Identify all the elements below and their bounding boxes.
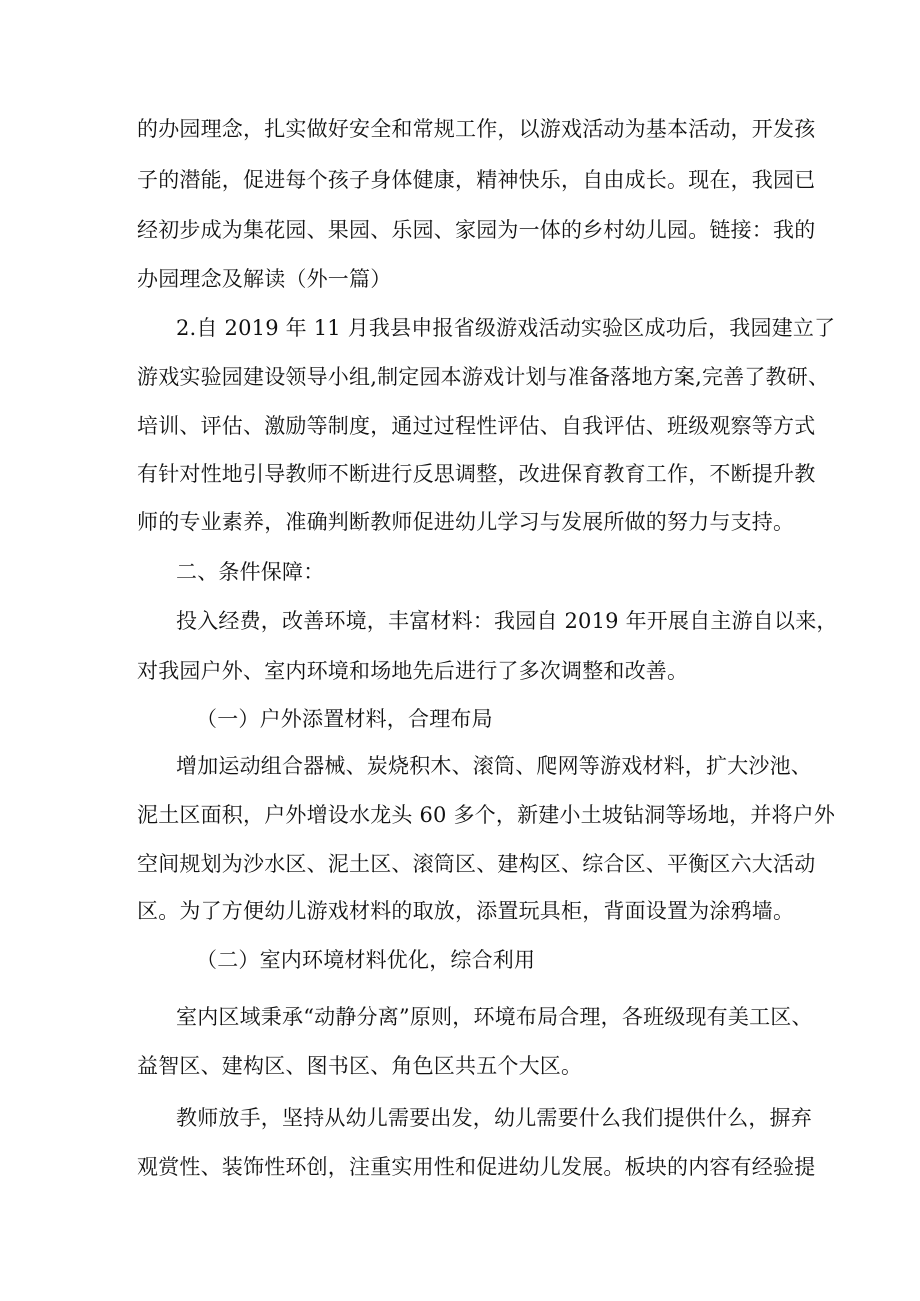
- text-line: 泥土区面积，户外增设水龙头 60 多个，新建小土坡钻洞等场地，并将户外: [137, 803, 836, 827]
- subsection-heading: （一）户外添置材料，合理布局: [196, 707, 493, 731]
- text-line: 空间规划为沙水区、泥土区、滚筒区、建构区、综合区、平衡区六大活动: [137, 852, 816, 876]
- text-line: 游戏实验园建设领导小组,制定园本游戏计划与准备落地方案,完善了教研、: [137, 365, 830, 389]
- text-line: 有针对性地引导教师不断进行反思调整，改进保育教育工作，不断提升教: [137, 462, 816, 486]
- text-line: 增加运动组合器械、炭烧积木、滚筒、爬网等游戏材料，扩大沙池、: [176, 754, 812, 778]
- text-line: 观赏性、装饰性环创，注重实用性和促进幼儿发展。板块的内容有经验提: [137, 1155, 816, 1179]
- text-line: 办园理念及解读（外一篇）: [137, 267, 392, 291]
- section-heading: 二、条件保障：: [176, 560, 325, 584]
- text-line: 子的潜能，促进每个孩子身体健康，精神快乐，自由成长。现在，我园已: [137, 168, 816, 192]
- text-line: 益智区、建构区、图书区、角色区共五个大区。: [137, 1054, 583, 1078]
- text-line: 2.自 2019 年 11 月我县申报省级游戏活动实验区成功后，我园建立了: [176, 316, 836, 340]
- text-line: 投入经费，改善环境，丰富材料：我园自 2019 年开展自主游自以来，: [176, 609, 838, 633]
- text-line: 对我园户外、室内环境和场地先后进行了多次调整和改善。: [137, 659, 689, 683]
- text-line: 经初步成为集花园、果园、乐园、家园为一体的乡村幼儿园。链接：我的: [137, 218, 816, 242]
- text-line: 的办园理念，扎实做好安全和常规工作，以游戏活动为基本活动，开发孩: [137, 117, 816, 141]
- text-line: 室内区域秉承“动静分离”原则，环境布局合理，各班级现有美工区、: [176, 1005, 813, 1029]
- text-line: 区。为了方便幼儿游戏材料的取放，添置玩具柜，背面设置为涂鸦墙。: [137, 899, 795, 923]
- text-line: 师的专业素养，准确判断教师促进幼儿学习与发展所做的努力与支持。: [137, 510, 795, 534]
- subsection-heading: （二）室内环境材料优化，综合利用: [196, 948, 536, 972]
- text-line: 教师放手，坚持从幼儿需要出发，幼儿需要什么我们提供什么，摒弃: [176, 1106, 812, 1130]
- text-line: 培训、评估、激励等制度，通过过程性评估、自我评估、班级观察等方式: [137, 414, 816, 438]
